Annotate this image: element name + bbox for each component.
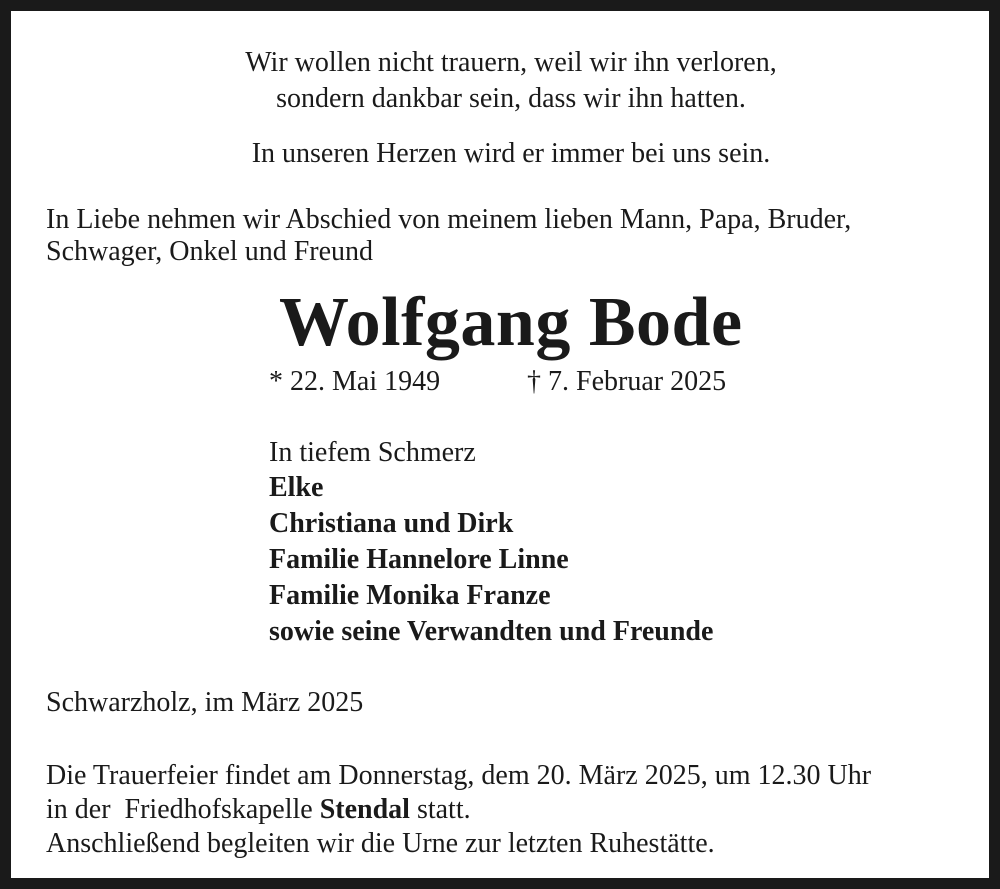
mourners-heading: In tiefem Schmerz [269,437,476,468]
intro-line-2: Schwager, Onkel und Freund [46,236,374,267]
mourner-name: Familie Hannelore Linne [269,544,569,575]
mourner-name: Elke [269,472,324,503]
poem-line-1: Wir wollen nicht trauern, weil wir ihn verloren, [245,47,777,78]
deceased-name: Wolfgang Bode [279,284,743,361]
ceremony-line-3: Anschließend begleiten wir die Urne zur letzten Ruhestätte. [46,828,715,859]
mourner-name: Familie Monika Franze [269,580,551,611]
ceremony-line-2 [46,793,471,827]
intro-line-1: In Liebe nehmen wir Abschied von meinem lieben Mann, Papa, Bruder, [46,204,852,235]
birth-date: * 22. Mai 1949 [269,366,441,397]
poem-line-3: In unseren Herzen wird er immer bei uns sein. [251,138,771,169]
ceremony-text: statt. [409,794,471,825]
poem-line-2: sondern dankbar sein, dass wir ihn hatten. [276,83,746,114]
mourner-name: sowie seine Verwandten und Freunde [269,616,714,647]
ceremony-location: Stendal [319,794,410,825]
ceremony-text: in der Friedhofskapelle [46,794,320,825]
death-date: † 7. Februar 2025 [527,366,727,397]
place-date: Schwarzholz, im März 2025 [46,687,364,718]
mourner-name: Christiana und Dirk [269,508,514,539]
ceremony-line-1: Die Trauerfeier findet am Donnerstag, dem 20. März 2025, um 12.30 Uhr [46,760,872,791]
